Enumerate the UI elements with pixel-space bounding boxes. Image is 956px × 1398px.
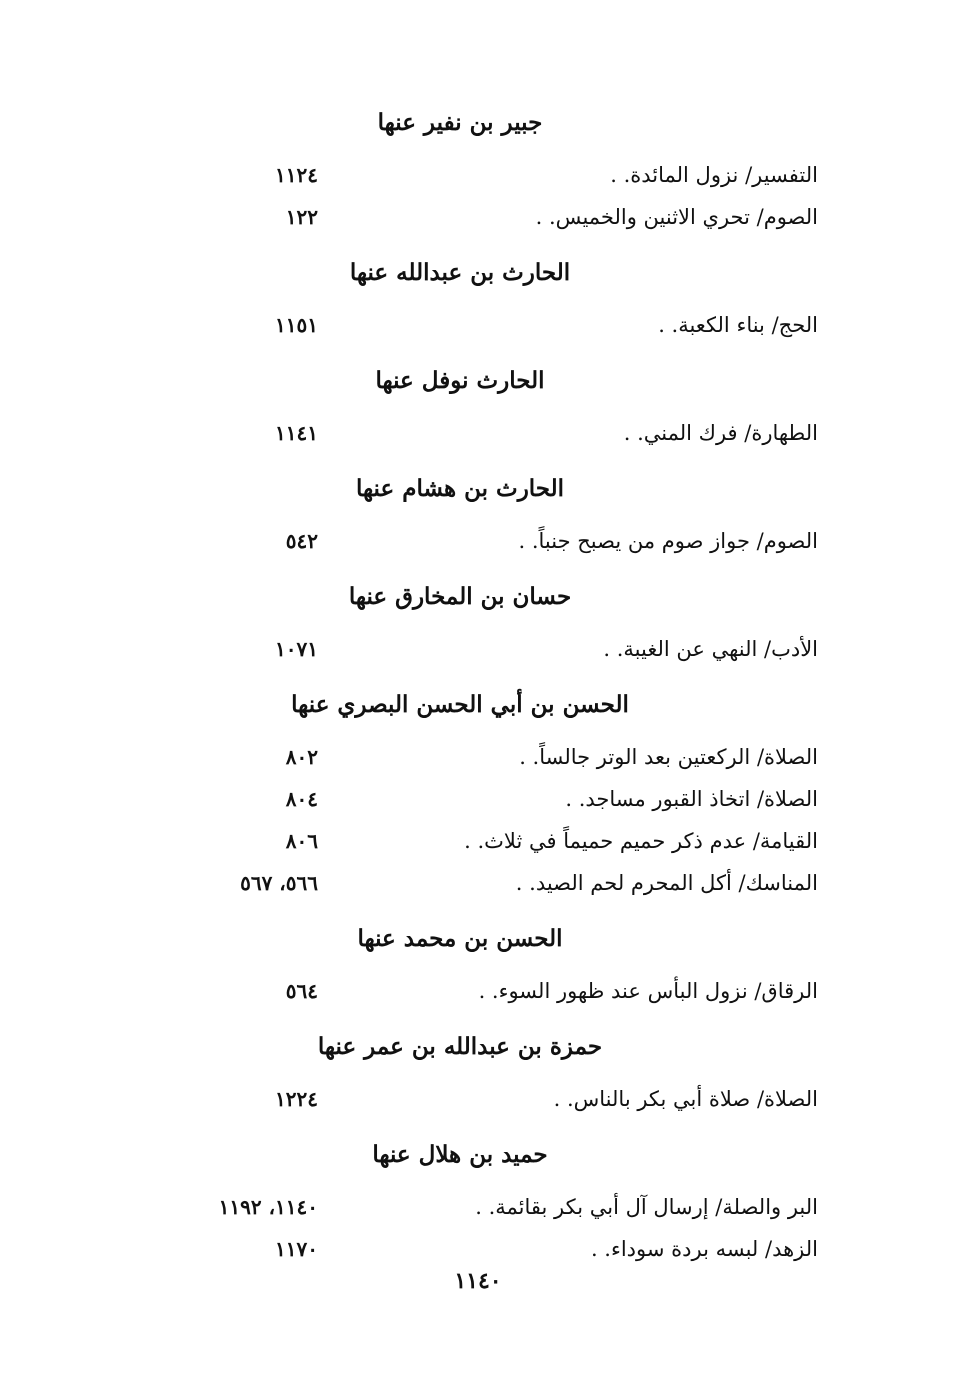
entry-list — [0, 304, 956, 346]
entry-pages: ١٢٢ — [285, 205, 318, 229]
index-entry — [0, 520, 956, 562]
narrator-heading: الحسن بن محمد عنها — [357, 925, 563, 952]
index-entry — [0, 1186, 956, 1228]
page-number: ١١٤٠ — [454, 1268, 502, 1294]
entry-pages: ١١٥١ — [275, 313, 318, 337]
entry-pages: ٨٠٤ — [285, 787, 318, 811]
entry-pages: ١١٧٠ — [275, 1237, 318, 1261]
entry-pages: ٥٦٦، ٥٦٧ — [240, 871, 318, 895]
entry-list — [0, 970, 956, 1012]
index-entry — [0, 778, 956, 820]
narrator-section — [0, 356, 956, 454]
entry-topic: الرقاق/ نزول البأس عند ظهور السوء. . — [478, 979, 818, 1003]
entry-list — [0, 1078, 956, 1120]
entry-list — [0, 154, 956, 238]
entry-pages: ١١٤٠، ١١٩٢ — [218, 1195, 318, 1219]
narrator-heading: الحسن بن أبي الحسن البصري عنها — [291, 691, 629, 718]
entry-topic: الصلاة/ صلاة أبي بكر بالناس. . — [553, 1087, 818, 1111]
entry-pages: ١١٤١ — [275, 421, 318, 445]
entry-pages: ١٢٢٤ — [275, 1087, 318, 1111]
narrator-heading: جبير بن نفير عنها — [377, 109, 543, 136]
entry-topic: الصلاة/ اتخاذ القبور مساجد. . — [565, 787, 818, 811]
entry-pages: ٥٦٤ — [285, 979, 318, 1003]
entry-topic: الصوم/ تحري الاثنين والخميس. . — [535, 205, 818, 229]
entry-pages: ١١٢٤ — [275, 163, 318, 187]
entry-topic: الصوم/ جواز صوم من يصبح جنباً. . — [518, 529, 818, 553]
entry-topic: الأدب/ النهي عن الغيبة. . — [603, 637, 818, 661]
entry-topic: الطهارة/ فرك المني. . — [623, 421, 818, 445]
index-entry — [0, 304, 956, 346]
index-entry — [0, 970, 956, 1012]
narrator-section — [0, 680, 956, 904]
narrator-section — [0, 914, 956, 1012]
entry-pages: ٨٠٦ — [285, 829, 318, 853]
narrator-heading: الحارث بن عبدالله عنها — [349, 259, 571, 286]
narrator-section — [0, 464, 956, 562]
index-entry — [0, 196, 956, 238]
entry-pages: ١٠٧١ — [275, 637, 318, 661]
index-entry — [0, 862, 956, 904]
index-entry — [0, 736, 956, 778]
narrator-heading: الحارث بن هشام عنها — [355, 475, 565, 502]
entry-list — [0, 736, 956, 904]
index-content — [0, 98, 956, 1280]
narrator-heading: حمزة بن عبدالله بن عمر عنها — [317, 1033, 603, 1060]
narrator-heading: الحارث نوفل عنها — [375, 367, 545, 394]
narrator-section — [0, 572, 956, 670]
index-entry — [0, 154, 956, 196]
entry-list — [0, 1186, 956, 1270]
entry-topic: الزهد/ لبسه بردة سوداء. . — [590, 1237, 818, 1261]
entry-topic: البر والصلة/ إرسال آل أبي بكر بقائمة. . — [475, 1195, 818, 1219]
index-entry — [0, 820, 956, 862]
entry-topic: الحج/ بناء الكعبة. . — [658, 313, 818, 337]
index-entry — [0, 628, 956, 670]
entry-list — [0, 412, 956, 454]
entry-list — [0, 520, 956, 562]
entry-pages: ٨٠٢ — [285, 745, 318, 769]
entry-pages: ٥٤٢ — [285, 529, 318, 553]
narrator-heading: حسان بن المخارق عنها — [348, 583, 572, 610]
narrator-section — [0, 1130, 956, 1270]
narrator-section — [0, 1022, 956, 1120]
index-entry — [0, 1228, 956, 1270]
index-entry — [0, 412, 956, 454]
narrator-heading: حميد بن هلال عنها — [372, 1141, 548, 1168]
entry-topic: الصلاة/ الركعتين بعد الوتر جالساً. . — [519, 745, 818, 769]
narrator-section — [0, 248, 956, 346]
index-entry — [0, 1078, 956, 1120]
entry-topic: القيامة/ عدم ذكر حميم حميماً في ثلاث. . — [464, 829, 818, 853]
entry-topic: التفسير/ نزول المائدة. . — [610, 163, 818, 187]
entry-list — [0, 628, 956, 670]
entry-topic: المناسك/ أكل المحرم لحم الصيد. . — [515, 871, 818, 895]
narrator-section — [0, 98, 956, 238]
